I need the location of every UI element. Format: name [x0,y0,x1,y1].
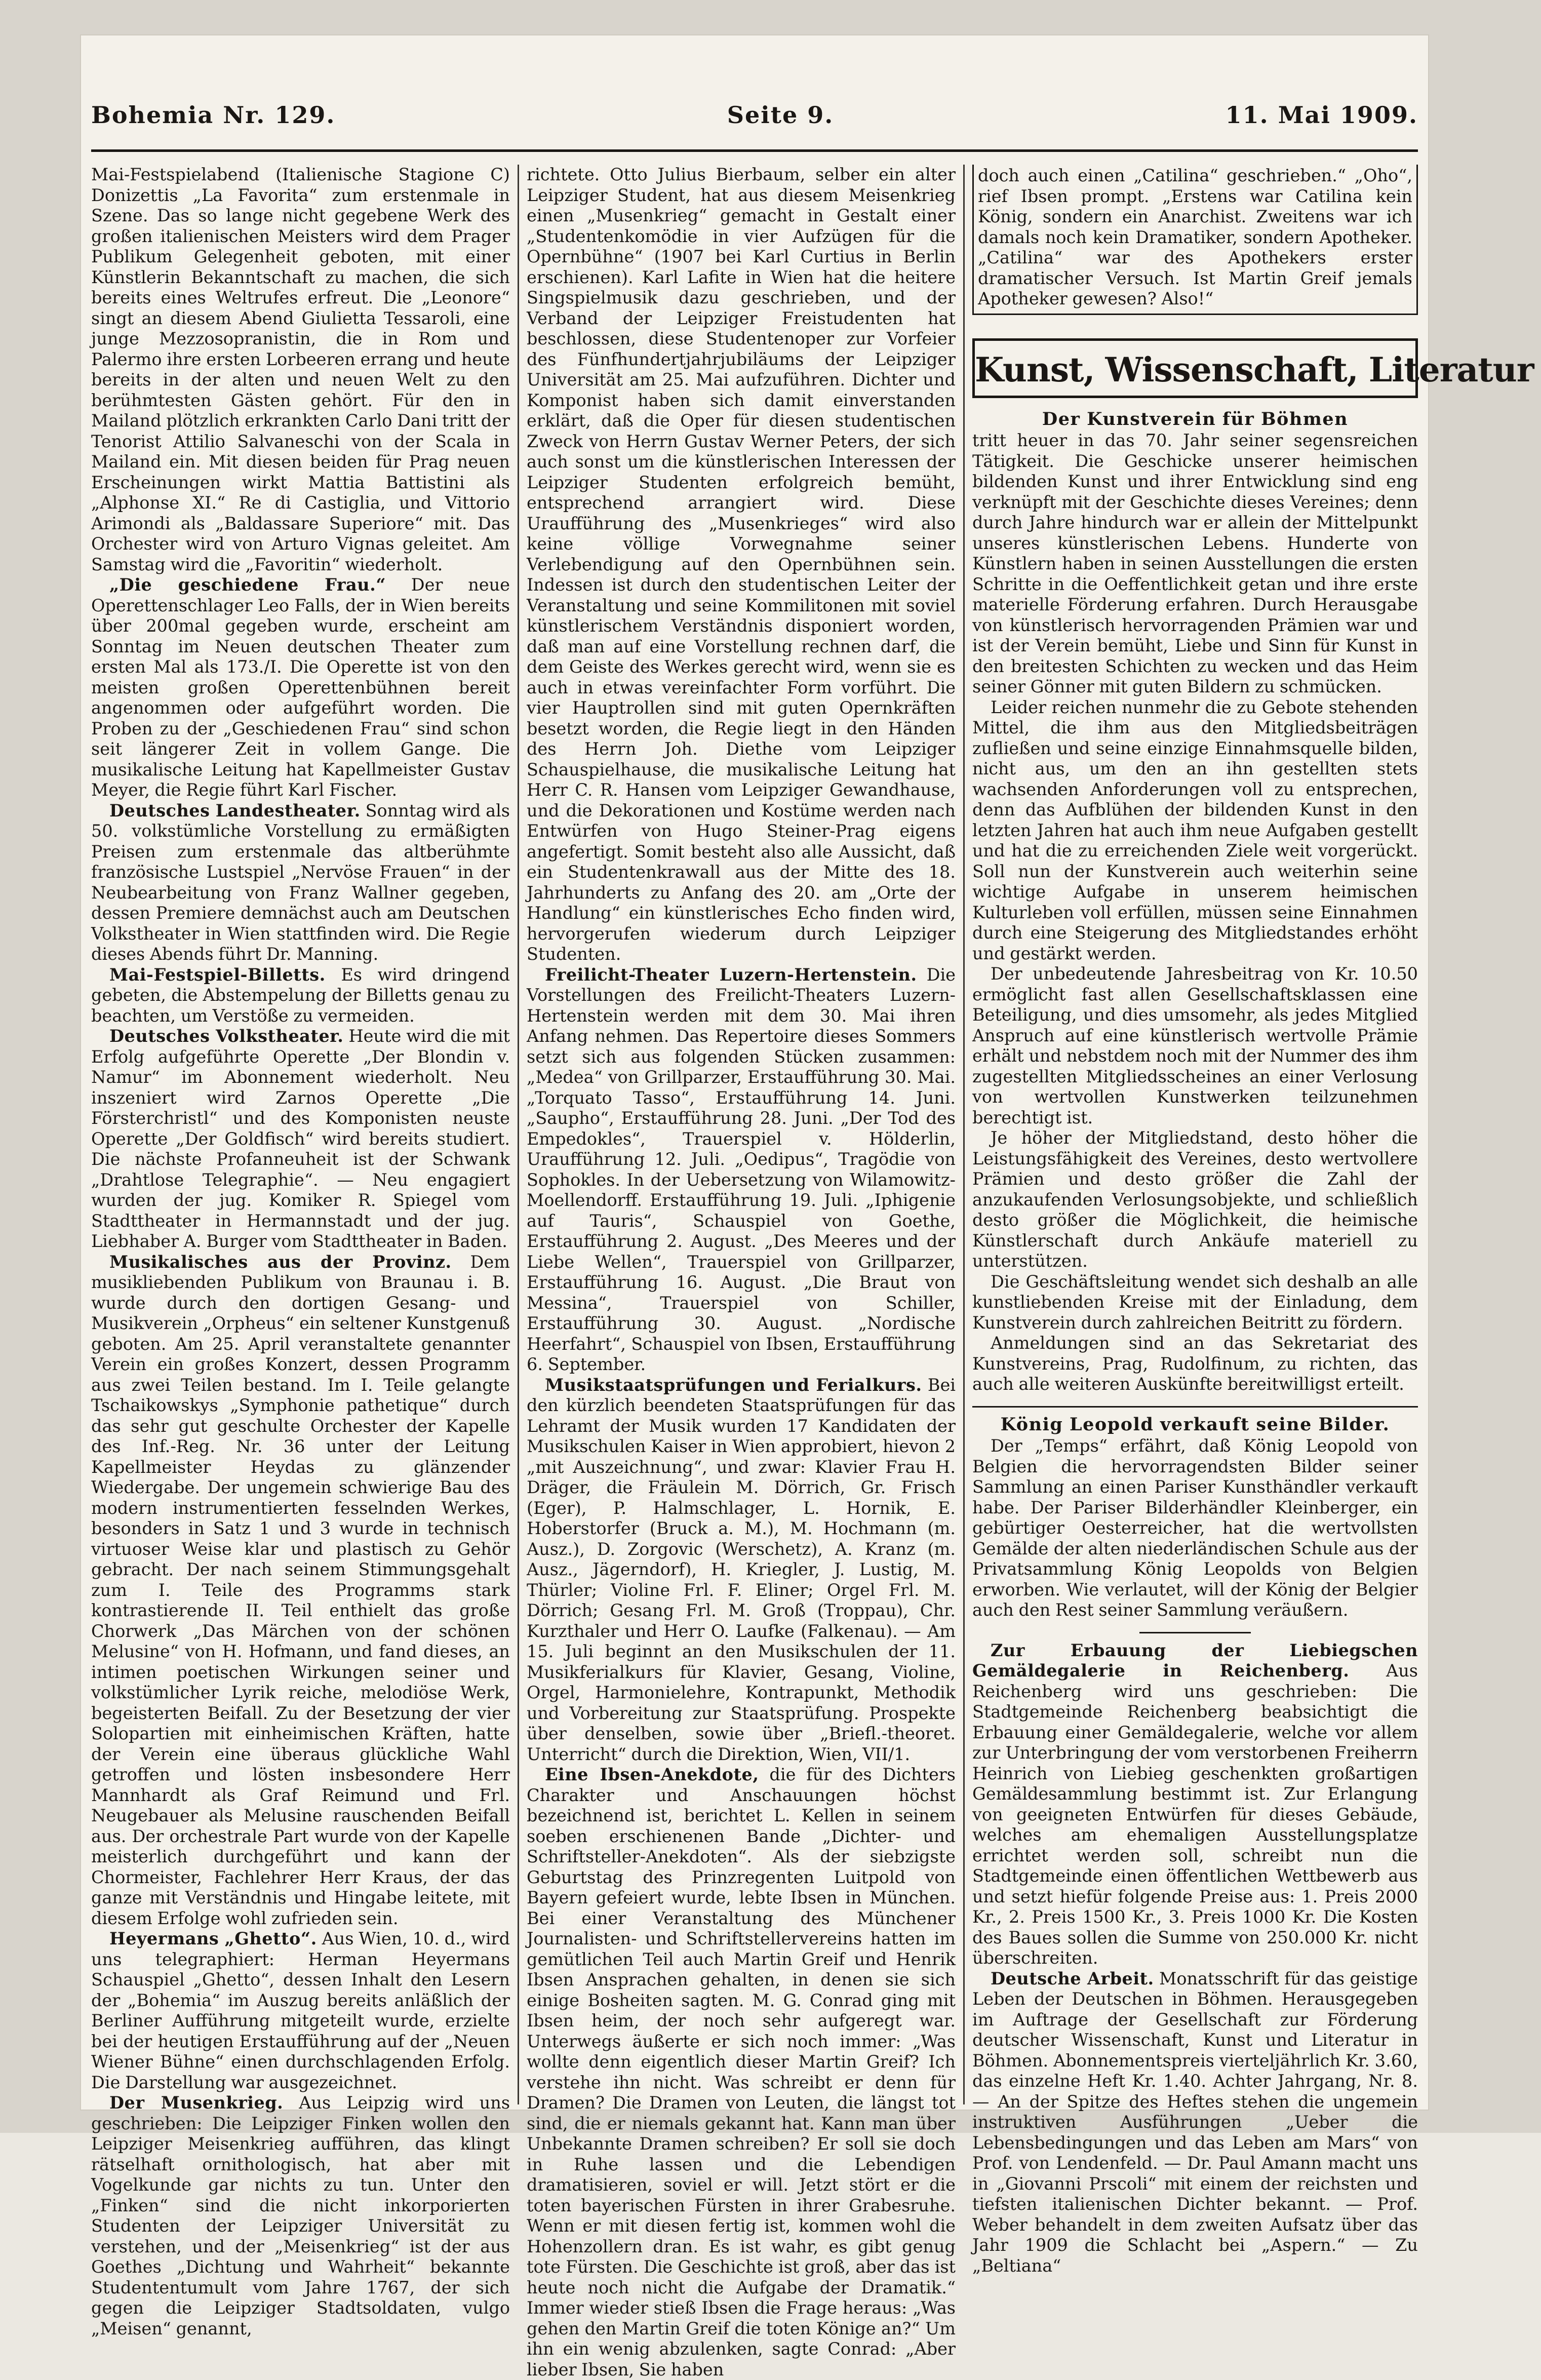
column-divider [518,165,519,2104]
article-text: Monatsschrift für das geistige Leben der Deutschen in Böhmen. Herausgegeben im Auftrage der Gesellschaft zur Förderung deutscher Wissenschaft, Kunst und Literatur in Böhmen. Abonnementspreis vierteljährlich Kr. 3.60, das einzelne Heft Kr. 1.40. Achter Jahrgang, Nr. 8. — An der Spitze des Heftes stehen die ungemein instruktiven Ausführungen „Ueber die Lebensbedingungen und das Leben am Mars“ von Prof. von Lendenfeld. — Dr. Paul Amann macht uns in „Giovanni Prscoli“ mit einem der reichsten und tiefsten italienischen Dichter bekannt. — Prof. Weber behandelt in dem zweiten Aufsatz über das Jahr 1909 die Schlacht bei „Aspern.“ — Zu „Beltiana“ [972,1968,1418,2276]
article-paragraph [972,1272,1418,1334]
column-3 [972,165,1534,2276]
article-headline: Der Kunstverein für Böhmen [1042,408,1349,430]
article-paragraph [972,1436,1418,1621]
article-paragraph [91,165,510,575]
article-text: doch auch einen „Catilina“ geschrieben.“ „Oho“, rief Ibsen prompt. „Erstens war Catilina kein König, sondern ein Anarchist. Zweitens war ich damals noch kein Dramatiker, sondern Apotheker. „Catilina“ war des Apothekers erster dramatischer Versuch. Ist Martin Greif jemals Apotheker gewesen? Also!“ [978,166,1412,308]
article-paragraph [972,697,1418,964]
article-paragraph [972,964,1418,1128]
header-date: 11. Mai 1909. [1225,101,1418,129]
article-text: Der unbedeutende Jahresbeitrag von Kr. 10.50 ermöglicht fast allen Gesellschaftsklassen eine Beteiligung, und dies umsomehr, als jedes Mitglied Anspruch auf eine künstlerisch wertvolle Prämie erhält und nebstdem noch mit der Nummer des ihm zugestellten Mitgliedsscheines an einer Verlosung von wertvollen Kunstwerken teilzunehmen berechtigt ist. [972,964,1418,1127]
article-text: Leider reichen nunmehr die zu Gebote stehenden Mittel, die ihm aus den Mitgliedsbeiträgen zufließen und seine einzige Einnahmsquelle bilden, nicht aus, um den an ihn gestellten stets wachsenden Anforderungen voll zu entsprechen, denn das Aufblühen der bildenden Kunst in den letzten Jahren hat auch ihm neue Aufgaben gestellt und hat die zu erreichenden Ziele weit vorgerückt. Soll nun der Kunstverein auch weiterhin seine wichtige Aufgabe in unserem heimischen Kulturleben voll erfüllen, müssen seine Einnahmen durch eine Steigerung des Mitgliedstandes erhöht und gestärkt werden. [972,697,1418,963]
article-paragraph [91,2093,510,2339]
article-text: Aus Reichenberg wird uns geschrieben: Die Stadtgemeinde Reichenberg beabsichtigt die Erbauung einer Gemäldegalerie, welche vor allem zur Unterbringung der vom verstorbenen Freiherrn Heinrich von Liebieg geschenkten großartigen Gemäldesammlung bestimmt ist. Zur Erlangung von geeigneten Entwürfen für dieses Gebäude, welches am ehemaligen Ausstellungsplatze errichtet werden soll, schreibt nun die Stadtgemeinde einen öffentlichen Wettbewerb aus und setzt hiefür folgende Preise aus: 1. Preis 2000 Kr., 2. Preis 1500 Kr., 3. Preis 1000 Kr. Die Kosten des Baues sollen die Summe von 250.000 Kr. nicht überschreiten. [972,1661,1418,1968]
article-text: Mai-Festspielabend (Italienische Stagione C) Donizettis „La Favorita“ zum erstenmale in Szene. Das so lange nicht gegebene Werk des großen italienischen Meisters wird dem Prager Publikum Gelegenheit geboten, mit einer Künstlerin Bekanntschaft zu machen, die sich bereits eines Weltrufes erfreut. Die „Leonore“ singt an diesem Abend Giulietta Tessaroli, eine junge Mezzosopranistin, die in Rom und Palermo ihre ersten Lorbeeren errang und heute bereits in der alten und neuen Welt zu den berühmtesten Gästen gehört. Für den in Mailand plötzlich erkrankten Carlo Dani tritt der Tenorist Attilio Salvaneschi von der Scala in Mailand ein. Mit diesen beiden für Prag neuen Erscheinungen wirkt Mattia Battistini als „Alphonse XI.“ Re di Castiglia, und Vittorio Arimondi als „Baldassare Superiore“ mit. Das Orchester wird von Arturo Vignas geleitet. Am Samstag wird die „Favoritin“ wiederholt. [91,165,510,574]
separator-rule [972,1406,1418,1408]
header-publication: Bohemia Nr. 129. [91,101,336,129]
article-text: richtete. Otto Julius Bierbaum, selber ein alter Leipziger Student, hat aus diesem Meisenkrieg einen „Musenkrieg“ gemacht in Gestalt einer „Studentenkomödie in vier Aufzügen für die Opernbühne“ (1907 bei Karl Curtius in Berlin erschienen). Karl Lafite in Wien hat die heitere Singspielmusik dazu geschrieben, und der Verband der Leipziger Freistudenten hat beschlossen, diese Studentenoper zur Vorfeier des Fünfhundertjahrjubiläums der Leipziger Universität am 25. Mai aufzuführen. Dichter und Komponist haben sich damit einverstanden erklärt, daß die Oper für diesen studentischen Zweck von Herrn Gustav Werner Peters, der sich auch sonst um die künstlerischen Interessen der Leipziger Studenten erfolgreich bemüht, entsprechend arrangiert wird. Diese Uraufführung des „Musenkrieges“ wird also keine völlige Vorwegnahme seiner Verlebendigung auf den Opernbühnen sein. Indessen ist durch den studentischen Leiter der Veranstaltung und seine Kommilitonen mit soviel künstlerischem Verständnis disponiert worden, daß man auf eine Vorstellung rechnen darf, die dem Geiste des Werkes gerecht wird, wenn sie es auch in etwas vereinfachter Form vorführt. Die vier Hauptrollen sind mit guten Opernkräften besetzt worden, die Regie liegt in den Händen des Herrn Joh. Diethe vom Leipziger Schauspielhause, die musikalische Leitung hat Herr C. R. Hansen vom Leipziger Gewandhause, und die Dekorationen und Kostüme werden nach Entwürfen von Hugo Steiner-Prag eigens angefertigt. Somit besteht also alle Aussicht, daß ein Studentenkrawall aus der Mitte des 18. Jahrhunderts zu Anfang des 20. am „Orte der Handlung“ ein künstlerisches Echo finden wird, hervorgerufen wiederum durch Leipziger Studenten. [527,165,956,964]
article-paragraph [527,1375,956,1765]
article-heading: Heyermans „Ghetto“. [109,1929,317,1948]
article-text: Dem musikliebenden Publikum von Braunau i. B. wurde durch den dortigen Gesang- und Musikverein „Orpheus“ ein seltener Kunstgenuß geboten. Am 25. April veranstaltete genannter Verein ein großes Konzert, dessen Programm aus zwei Teilen bestand. Im I. Teile gelangte Tschaikowskys „Symphonie pathetique“ durch das sehr gut geschulte Orchester der Kapelle des Inf.-Reg. Nr. 36 unter der Leitung Kapellmeister Heydas zu glänzender Wiedergabe. Der ungemein schwierige Bau des modern instrumentierten fesselnden Werkes, besonders in Satz 1 und 3 wurde in technisch virtuoser Weise klar und plastisch zu Gehör gebracht. Der nach seinem Stimmungsgehalt zum I. Teile des Programms stark kontrastierende II. Teil enthielt das große Chorwerk „Das Märchen von der schönen Melusine“ von H. Hofmann, und fand dieses, an intimen poetischen Wirkungen seiner und volkstümlicher Lyrik reiche, melodiöse Werk, begeisterten Beifall. Zu der Besetzung der vier Solopartien mit einheimischen Kräften, hatte der Verein eine überaus glückliche Wahl getroffen und lösten insbesondere Herr Mannhardt als Graf Reimund und Frl. Neugebauer als Melusine rauschenden Beifall aus. Der orchestrale Part wurde von der Kapelle meisterlich durchgeführt und kann der Chormeister, Fachlehrer Herr Kraus, der das ganze mit Verständnis und Hingabe leitete, mit diesem Erfolge wohl zufrieden sein. [91,1252,510,1928]
article-text: Aus Leipzig wird uns geschrieben: Die Leipziger Finken wollen den Leipziger Meisenkrieg aufführen, das klingt rätselhaft ornithologisch, hat aber mit Vogelkunde gar nichts zu tun. Unter den „Finken“ sind die nicht inkorporierten Studenten der Leipziger Universität zu verstehen, und der „Meisenkrieg“ ist der aus Goethes „Dichtung und Wahrheit“ bekannte Studententumult vom Jahre 1767, der sich gegen die Leipziger Stadtsoldaten, vulgo „Meisen“ genannt, [91,2093,510,2338]
article-paragraph [972,1641,1418,1969]
article-paragraph [527,165,956,965]
article-paragraph [91,575,510,801]
article-heading: Mai-Festspiel-Billetts. [109,964,326,985]
separator-rule [1139,1632,1251,1633]
article-heading: Freilicht-Theater Luzern-Hertenstein. [545,964,917,985]
header-rule [91,149,1418,152]
article-paragraph [527,965,956,1375]
column-2 [527,165,956,2379]
newspaper-page [81,35,1534,2379]
article-heading: Deutsche Arbeit. [991,1968,1154,1988]
article-heading: „Die geschiedene Frau.“ [109,575,386,595]
article-text: Es wird dringend gebeten, die Abstempelung der Billetts genau zu beachten, um Verstöße zu vermeiden. [91,964,510,1026]
article-text: Die Geschäftsleitung wendet sich deshalb an alle kunstliebenden Kreise mit der Einladung, dem Kunstverein durch zahlreichen Beitritt zu fördern. [972,1271,1418,1333]
article-text: Bei den kürzlich beendeten Staatsprüfungen für das Lehramt der Musik wurden 17 Kandidaten der Musikschulen Kaiser in Wien approbiert, hievon 2 „mit Auszeichnung“, und zwar: Klavier Frau H. Dräger, die Fräulein M. Dörrich, Gr. Frisch (Eger), P. Halmschlager, L. Hornik, E. Hoberstorfer (Bruck a. M.), M. Hochmann (m. Ausz.), D. Zorgovic (Werschetz), A. Kranz (m. Ausz., Jägerndorf), H. Kriegler, J. Lustig, M. Thürler; Violine Frl. F. Eliner; Orgel Frl. M. Dörrich; Gesang Frl. M. Groß (Troppau), Chr. Kurzthaler und Herr O. Laufke (Falkenau). — Am 15. Juli beginnt an den Musikschulen der 11. Musikferialkurs für Klavier, Gesang, Violine, Orgel, Harmonielehre, Kontrapunkt, Methodik und Vorbereitung zur Staatsprüfung. Prospekte über denselben, sowie über „Briefl.-theoret. Unterricht“ durch die Direktion, Wien, VII/1. [527,1375,956,1764]
article-heading: Musikalisches aus der Provinz. [109,1252,452,1272]
article-paragraph [91,1252,510,1929]
column-1 [91,165,510,2338]
article-text: Der neue Operettenschlager Leo Falls, der in Wien bereits über 200mal gegeben wurde, erscheint am Sonntag im Neuen deutschen Theater zum ersten Mal als 173./I. Die Operette ist von den meisten großen Operettenbühnen bereit angenommen oder aufgeführt worden. Die Proben zu der „Geschiedenen Frau“ sind schon seit längerer Zeit in vollem Gange. Die musikalische Leitung hat Kapellmeister Gustav Meyer, die Regie führt Karl Fischer. [91,575,510,800]
article-headline: König Leopold verkauft seine Bilder. [1000,1414,1390,1435]
article-paragraph [91,801,510,965]
article-text: die für des Dichters Charakter und Anschauungen höchst bezeichnend ist, berichtet L. Kellen in seinem soeben erschienenen Bande „Dichter- und Schriftsteller-Anekdoten“. Als der siebzigste Geburtstag des Prinzregenten Luitpold von Bayern gefeiert wurde, lebte Ibsen in München. Bei einer Veranstaltung des Münchener Journalisten- und Schriftstellervereins hatten im gemütlichen Teil auch Martin Greif und Henrik Ibsen Ansprachen gehalten, in denen sie sich einige Bosheiten sagten. M. G. Conrad ging mit Ibsen heim, der noch sehr aufgeregt war. Unterwegs äußerte er sich noch immer: „Was wollte denn eigentlich dieser Martin Greif? Ich verstehe ihn nicht. Was schreibt er denn für Dramen? Die Dramen von Leuten, die längst tot sind, die er niemals gekannt hat. Kann man über Unbekannte Dramen schreiben? Er soll sie doch in Ruhe lassen und die Lebendigen dramatisieren, soviel er will. Jetzt stört er die toten bayerischen Fürsten in ihrer Grabesruhe. Wenn er mit diesen fertig ist, kommen wohl die Hohenzollern dran. Es ist wahr, es gibt genug tote Fürsten. Die Geschichte ist groß, aber das ist heute noch nicht die Aufgabe der Dramatik.“ Immer wieder stieß Ibsen die Frage heraus: „Was gehen den Martin Greif die toten Könige an?“ Um ihn ein wenig abzulenken, sagte Conrad: „Aber lieber Ibsen, Sie haben [527,1765,956,2379]
article-text: Heute wird die mit Erfolg aufgeführte Operette „Der Blondin v. Namur“ im Abonnement wiederholt. Neu inszeniert wird Zarnos Operette „Die Försterchristl“ und des Komponisten neuste Operette „Der Goldfisch“ wird bereits studiert. Die nächste Profanneuheit ist der Schwank „Drahtlose Telegraphie“. — Neu engagiert wurden der jug. Komiker R. Spiegel vom Stadttheater in Hermannstadt und der jug. Liebhaber A. Burger vom Stadttheater in Baden. [91,1026,510,1251]
article-paragraph [91,965,510,1027]
article-text: Aus Wien, 10. d., wird uns telegraphiert: Herman Heyermans Schauspiel „Ghetto“, dessen Inhalt den Lesern der „Bohemia“ im Auszug bereits anläßlich der Berliner Aufführung mitgeteilt wurde, erzielte bei der heutigen Erstaufführung auf der „Neuen Wiener Bühne“ einen durchschlagenden Erfolg. Die Darstellung war ausgezeichnet. [91,1929,510,2092]
article-text: tritt heuer in das 70. Jahr seiner segensreichen Tätigkeit. Die Geschicke unserer heimischen bildenden Kunst und ihrer Entwicklung sind eng verknüpft mit der Geschichte dieses Vereines; denn durch Jahre hindurch war er allein der Mittelpunkt unseres künstlerischen Lebens. Hunderte von Künstlern haben in seinen Ausstellungen die ersten Schritte in die Oeffentlichkeit getan und ihre erste materielle Förderung erfahren. Durch Herausgabe von künstlerisch hervorragenden Prämien war und ist der Verein bemüht, Liebe und Sinn für Kunst in den breitesten Schichten zu wecken und das Heim seiner Gönner mit guten Bildern zu schmücken. [972,431,1418,696]
article-paragraph [972,1128,1418,1272]
article-heading: Der Musenkrieg. [109,2093,284,2113]
article-text: Je höher der Mitgliedstand, desto höher die Leistungsfähigkeit des Vereines, desto wertvollere Prämien und desto größer die Zahl der anzukaufenden Verlosungsobjekte, und schließlich desto größer die Möglichkeit, die heimische Künstlerschaft durch Ankäufe materiell zu unterstützen. [972,1128,1418,1271]
header-page-number: Seite 9. [727,101,834,129]
article-heading: Musikstaatsprüfungen und Ferialkurs. [545,1375,922,1395]
article-paragraph [972,431,1418,697]
article-paragraph [972,1333,1418,1395]
article-text: Sonntag wird als 50. volkstümliche Vorstellung zu ermäßigten Preisen zum erstenmale das altberühmte französische Lustspiel „Nervöse Frauen“ in der Neubearbeitung von Franz Wallner gegeben, dessen Premiere demnächst auch am Deutschen Volkstheater in Wien stattfinden wird. Die Regie dieses Abends führt Dr. Manning. [91,800,510,964]
article-text: Die Vorstellungen des Freilicht-Theaters Luzern-Hertenstein werden mit dem 30. Mai ihren Anfang nehmen. Das Repertoire dieses Sommers setzt sich aus folgenden Stücken zusammen: „Medea“ von Grillparzer, Erstaufführung 30. Mai. „Torquato Tasso“, Erstaufführung 14. Juni. „Saupho“, Erstaufführung 28. Juni. „Der Tod des Empedokles“, Trauerspiel v. Hölderlin, Uraufführung 12. Juli. „Oedipus“, Tragödie von Sophokles. In der Uebersetzung von Wilamowitz-Moellendorff. Erstaufführung 19. Juli. „Iphigenie auf Tauris“, Schauspiel von Goethe, Erstaufführung 2. August. „Des Meeres und der Liebe Wellen“, Trauerspiel von Grillparzer, Erstaufführung 16. August. „Die Braut von Messina“, Trauerspiel von Schiller, Erstaufführung 30. August. „Nordische Heerfahrt“, Schauspiel von Ibsen, Erstaufführung 6. September. [527,964,956,1374]
article-paragraph [91,1929,510,2093]
continued-text-box [972,165,1418,315]
article-paragraph [972,1969,1418,2277]
article-heading: Eine Ibsen-Anekdote, [545,1765,759,1784]
article-heading: Deutsches Volkstheater. [109,1026,344,1046]
article-text: Anmeldungen sind an das Sekretariat des Kunstvereins, Prag, Rudolfinum, zu richten, das auch alle weiteren Auskünfte bereitwilligst erteilt. [972,1333,1418,1394]
running-header [91,101,1418,142]
article-text: Der „Temps“ erfährt, daß König Leopold von Belgien die hervorragendsten Bilder seiner Sammlung an einen Pariser Kunsthändler verkauft habe. Der Pariser Bilderhändler Kleinberger, ein gebürtiger Oesterreicher, hat die wertvollsten Gemälde der alten niederländischen Schule aus der Privatsammlung König Leopolds von Belgien erworben. Wie verlautet, will der König der Belgier auch den Rest seiner Sammlung veräußern. [972,1436,1418,1620]
column-divider [963,165,965,2104]
article-paragraph [527,1765,956,2380]
article-paragraph [91,1026,510,1252]
article-heading: Deutsches Landestheater. [109,800,361,821]
section-heading: Kunst, Wissenschaft, Literatur [972,338,1418,398]
article-heading: Zur Erbauung der Liebiegschen Gemäldegalerie in Reichenberg. [972,1640,1418,1681]
